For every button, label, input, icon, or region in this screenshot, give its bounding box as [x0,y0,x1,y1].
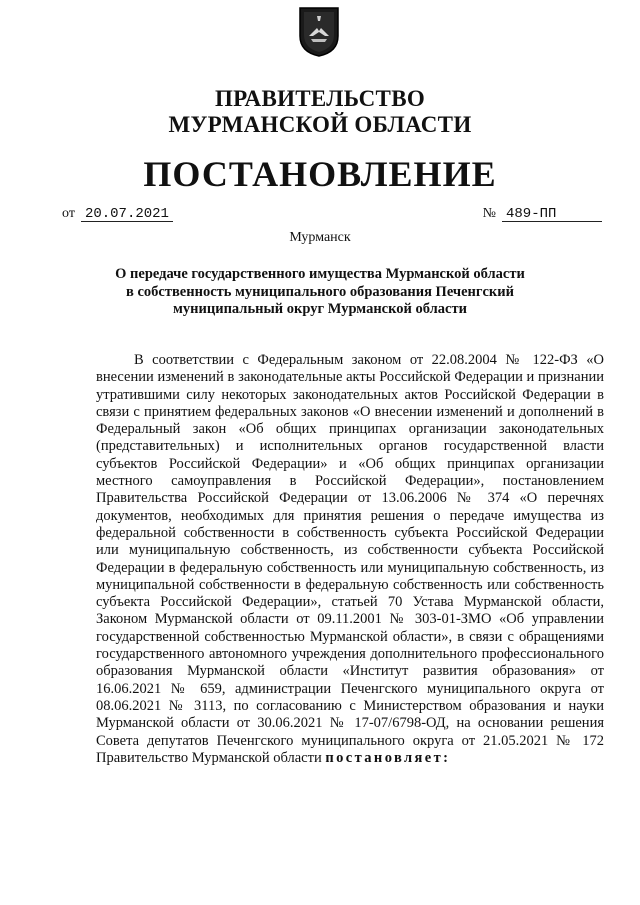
date-field [62,206,173,222]
subject-line-2: в собственность муниципального образования Печенгский [126,283,514,300]
document-number: 489-ПП [502,207,602,222]
resolves-word: постановляет: [325,749,451,766]
coat-of-arms-icon [298,6,340,58]
document-body [96,352,604,767]
number-prefix: № [482,206,496,221]
government-line-1: ПРАВИТЕЛЬСТВО [214,86,426,111]
subject-line-1: О передаче государственного имущества Мурманской области [115,266,525,282]
document-meta [62,206,602,226]
document-date: 20.07.2021 [81,207,173,222]
document-subject [80,266,560,319]
body-paragraph: В соответствии с Федеральным законом от 22.08.2004 № 122-ФЗ «О внесении изменений в законодательные акты Российской Федерации и признании утратившими силу некоторых законодательных актов Российской Федерации в связи с принятием федеральных законов «О внесении изменений и дополнений в Федеральный закон «Об общих принципах организации законодательных (представительных) и исполнительных органов государственной власти субъектов Российской Федерации» и «Об общих принципах организации местного самоуправления в Российской Федерации», постановлением Правительства Российской Федерации от 13.06.2006 № 374 «О перечнях документов, необходимых для принятия решения о передаче имущества из федеральной собственности в собственность субъекта Российской Федерации или муниципальную собственность, из собственности субъекта Российской Федерации в федеральную собственность или муниципальную собственность, из муниципальной собственности в федеральную собственность или собственность субъекта Российской Федерации», статьей 70 Устава Мурманской области, Законом Мурманской области от 09.11.2001 № 303-01-ЗМО «Об управлении государственной собственностью Мурманской области», в связи с обращениями государственного автономного учреждения дополнительного профессионального образования Мурманской области «Институт развития образования» от 16.06.2021 № 659, администрации Печенгского муниципального округа от 08.06.2021 № 3113, по согласованию с Министерством образования и науки Мурманской области от 30.06.2021 № 17-07/6798-ОД, на основании решения Совета депутатов Печенгского муниципального округа от 21.05.2021 № 172 Правительство Мурманской области [96,352,604,766]
date-prefix: от [62,206,75,221]
document-type-title: ПОСТАНОВЛЕНИЕ [143,154,497,194]
number-field [483,206,602,222]
government-name [0,86,640,138]
subject-line-3: муниципальный округ Мурманской области [173,301,467,317]
city-name: Мурманск [289,230,351,245]
government-line-2: МУРМАНСКОЙ ОБЛАСТИ [168,112,472,137]
